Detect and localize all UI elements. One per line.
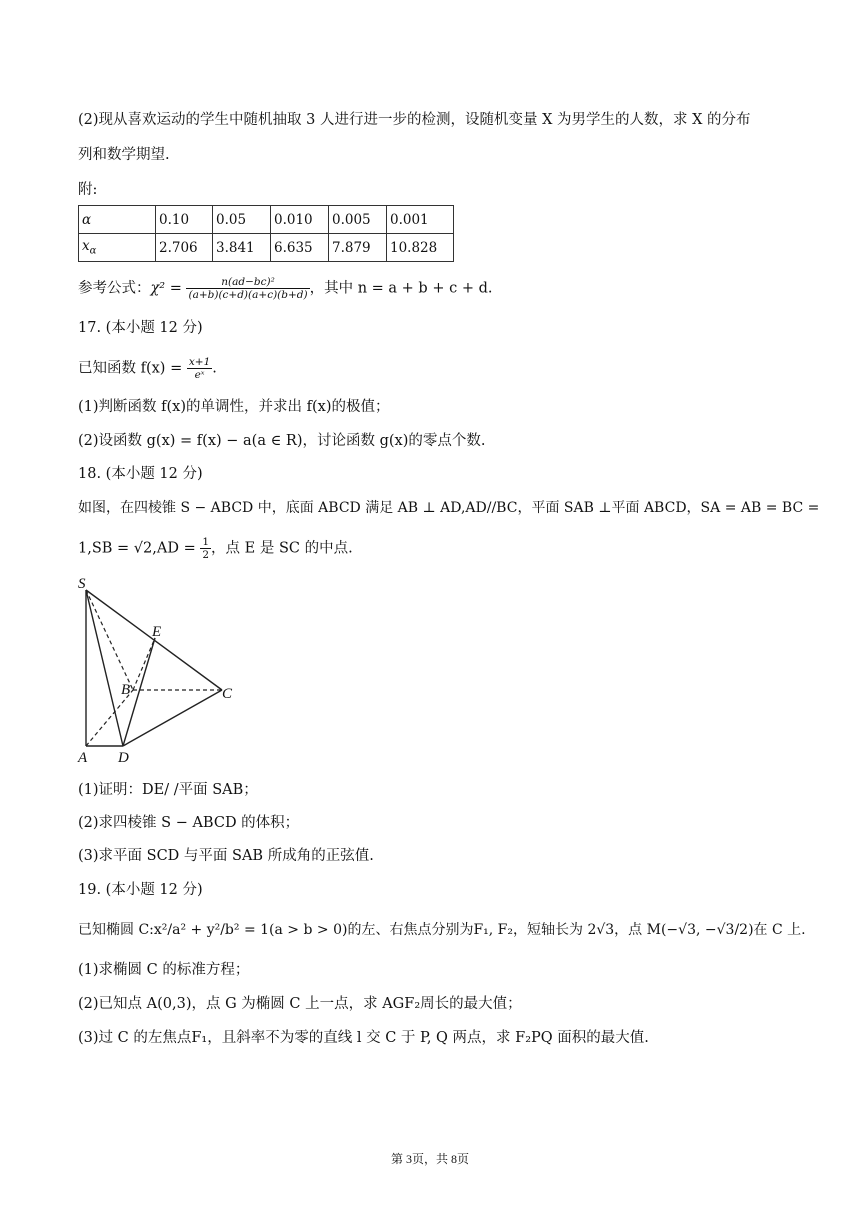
reference-formula: 参考公式：χ² = $\frac{\text{n(ad−bc)²}}{(a+b)(c+d)(a+c)(b+d)}$ ，其中 n = a + b + c + d. [78,276,493,301]
q18-part3: (3)求平面 SCD 与平面 SAB 所成角的正弦值. [78,848,374,864]
table-cell: 0.005 [329,206,387,234]
table-cell: 6.635 [271,234,329,262]
appendix-label: 附: [78,182,98,198]
table-cell: α [79,206,156,234]
q18-part1: (1)证明：DE/ /平面 SAB； [78,782,258,798]
q18-part2: (2)求四棱锥 S − ABCD 的体积； [78,815,300,831]
table-cell: 0.10 [156,206,213,234]
label-b: B [121,682,131,698]
q19-header: 19. (本小题 12 分) [78,882,203,898]
critical-value-table [78,205,454,262]
q17-header: 17. (本小题 12 分) [78,320,203,336]
label-c: C [222,686,233,702]
table-cell: 0.001 [387,206,454,234]
pyramid-diagram [70,572,250,768]
table-cell: 0.05 [213,206,271,234]
table-cell: 7.879 [329,234,387,262]
label-a: A [78,750,88,766]
q16-part2-line1: (2)现从喜欢运动的学生中随机抽取 3 人进行进一步的检测，设随机变量 X 为男学生的人数，求 X 的分布 [78,112,751,128]
q19-stem: 已知椭圆 C:x²/a² + y²/b² = 1(a > b > 0)的左、右焦点分别为F₁, F₂，短轴长为 2√3，点 M(−√3, −√3/2)在 C 上. [78,922,806,938]
table-row [79,234,454,262]
q18-stem-line1: 如图，在四棱锥 S − ABCD 中，底面 ABCD 满足 AB ⊥ AD,AD//BC，平面 SAB ⊥平面 ABCD，SA = AB = BC = [78,500,820,516]
q19-part2: (2)已知点 A(0,3)，点 G 为椭圆 C 上一点，求 AGF₂周长的最大值； [78,996,522,1012]
table-row [79,206,454,234]
q19-part3: (3)过 C 的左焦点F₁，且斜率不为零的直线 l 交 C 于 P, Q 两点，求 F₂PQ 面积的最大值. [78,1030,649,1046]
q17-part1: (1)判断函数 f(x)的单调性，并求出 f(x)的极值； [78,399,390,415]
q17-stem: 已知函数 f(x) = $\frac{x+1}{\text{eˣ}}$ . [78,356,217,381]
label-e: E [152,624,162,640]
label-d: D [118,750,129,766]
table-cell: $x_\alpha$ [79,234,156,262]
table-cell: 0.010 [271,206,329,234]
table-cell: 3.841 [213,234,271,262]
table-cell: 2.706 [156,234,213,262]
label-s: S [78,576,86,592]
page-footer: 第 3页，共 8页 [390,1152,469,1166]
q16-part2-line2: 列和数学期望. [78,147,170,163]
q18-stem-line2: 1,SB = √2,AD = $\frac{1}{2}$ ，点 E 是 SC 的中点. [78,536,353,561]
q19-part1: (1)求椭圆 C 的标准方程； [78,962,250,978]
q18-header: 18. (本小题 12 分) [78,466,203,482]
table-cell: 10.828 [387,234,454,262]
q17-part2: (2)设函数 g(x) = f(x) − a(a ∈ R)，讨论函数 g(x)的零点个数. [78,433,486,449]
